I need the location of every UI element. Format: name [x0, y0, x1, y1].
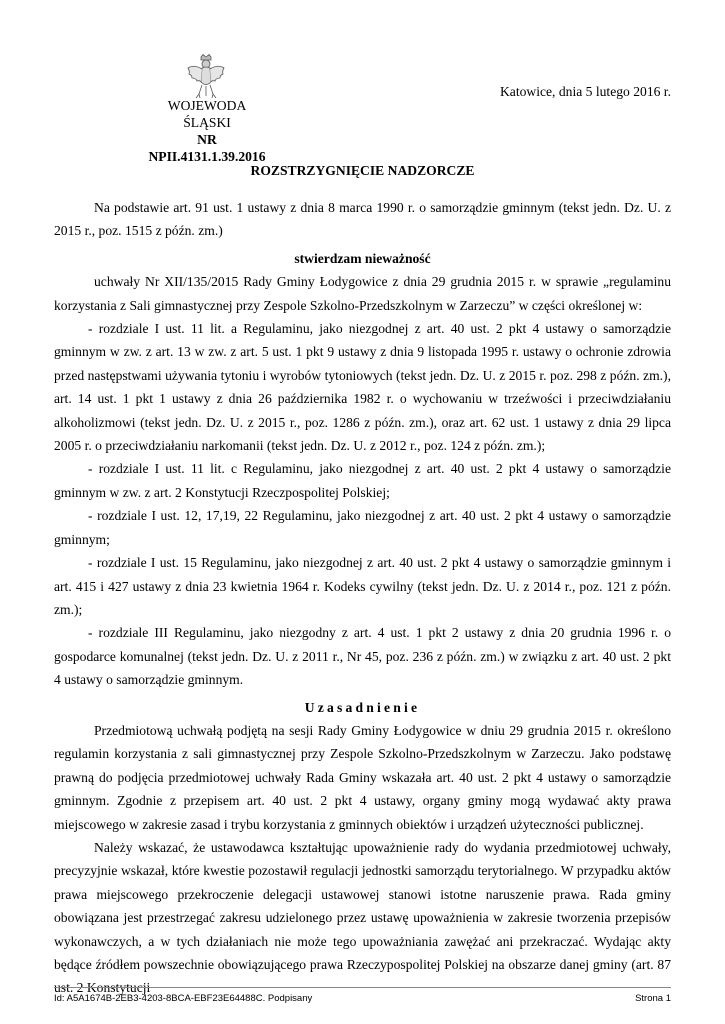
footer-document-id: Id: A5A1674B-2EB3-4203-8BCA-EBF23E64488C. Podpisany: [54, 993, 313, 1004]
justification-paragraph: Należy wskazać, że ustawodawca kształtując upoważnienie rady do wydania przedmiotowej uchwały, precyzyjnie wskazał, które kwestie pozostawił regulacji jednostki samorządu terytorialnego. W przypadku aktów prawa miejscowego przekroczenie delegacji ustawowej stanowi istotne naruszenie prawa. Rada gminy obowiązana jest przestrzegać zakresu udzielonego przez ustawę upoważnienia w zakresie tworzenia przepisów wykonawczych, a w tych działaniach nie może tego upoważniania zawężać ani przekraczać. Wydając akty będące źródłem powszechnie obowiązującego prawa Rzeczypospolitej Polskiej na obszarze danej gminy (art. 87 ust. 2 Konstytucji: [54, 839, 671, 996]
decision-item: - rozdziale I ust. 15 Regulaminu, jako niezgodnej z art. 40 ust. 2 pkt 4 ustawy o samorządzie gminnym i art. 415 i 427 ustawy z dnia 23 kwietnia 1964 r. Kodeks cywilny (tekst jedn. Dz. U. z 2014 r., poz. 121 z późn. zm.);: [54, 555, 671, 617]
legal-basis-paragraph: Na podstawie art. 91 ust. 1 ustawy z dnia 8 marca 1990 r. o samorządzie gminnym (tekst jedn. Dz. U. z 2015 r., poz. 1515 z późn. zm.): [54, 200, 671, 239]
authority-name: WOJEWODA ŚLĄSKI: [167, 98, 247, 130]
decision-item: - rozdziale I ust. 11 lit. a Regulaminu, jako niezgodnej z art. 40 ust. 2 pkt 4 ustawy o samorządzie gminnym w zw. z art. 13 w zw. z art. 5 ust. 1 pkt 9 ustawy z dnia 9 listopada 1995 r. ustawy o ochronie zdrowia przed następstwami używania tytoniu i wyrobów tytoniowych (tekst jedn. Dz. U. z 2015 r. poz. 298 z późn. zm.), art. 14 ust. 1 pkt 1 ustawy z dnia 26 października 1982 r. o wychowaniu w trzeźwości i przeciwdziałaniu alkoholizmowi (tekst jedn. Dz. U. z 2015 r., poz. 1286 z późn. zm.), oraz art. 62 ust. 1 ustawy z dnia 29 lipca 2005 r. o przeciwdziałaniu narkomanii (tekst jedn. Dz. U. z 2012 r., poz. 124 z późn. zm.);: [54, 321, 671, 454]
decision-item: - rozdziale I ust. 12, 17,19, 22 Regulaminu, jako niezgodnej z art. 40 ust. 2 pkt 4 ustawy o samorządzie gminnym;: [54, 508, 671, 547]
justification-paragraph: Przedmiotową uchwałą podjętą na sesji Rady Gminy Łodygowice w dniu 29 grudnia 2015 r. określono regulamin korzystania z sali gimnastycznej przy Zespole Szkolno-Przedszkolnym w Zarzeczu. Jako podstawę prawną do podjęcia przedmiotowej uchwały Rada Gminy wskazała art. 40 ust. 2 pkt 4 ustawy o samorządzie gminnym. Zgodnie z przepisem art. 40 ust. 2 pkt 4 ustawy, organy gminy mogą wydawać akty prawa miejscowego w zakresie zasad i trybu korzystania z gminnych obiektów i urządzeń użyteczności publicznej.: [54, 722, 671, 832]
document-body: [54, 196, 671, 1000]
document-date: Katowice, dnia 5 lutego 2016 r.: [499, 84, 671, 99]
footer-divider: [54, 987, 671, 988]
decision-heading: stwierdzam nieważność: [294, 250, 431, 266]
polish-eagle-emblem-icon: [186, 54, 226, 100]
document-title: ROZSTRZYGNIĘCIE NADZORCZE: [250, 163, 475, 178]
justification-heading: Uzasadnienie: [304, 699, 421, 715]
issuing-authority: [146, 97, 268, 165]
decision-item: - rozdziale III Regulaminu, jako niezgodny z art. 4 ust. 1 pkt 2 ustawy z dnia 20 grudnia 1996 r. o gospodarce komunalnej (tekst jedn. Dz. U. z 2011 r., Nr 45, poz. 236 z późn. zm.) w związku z art. 40 ust. 2 pkt 4 ustawy o samorządzie gminnym.: [54, 625, 671, 688]
decision-paragraph: uchwały Nr XII/135/2015 Rady Gminy Łodygowice z dnia 29 grudnia 2015 r. w sprawie „regulaminu korzystania z Sali gimnastycznej przy Zespole Szkolno-Przedszkolnym w Zarzeczu” w części określonej w:: [54, 274, 671, 313]
decision-item: - rozdziale I ust. 11 lit. c Regulaminu, jako niezgodnej z art. 40 ust. 2 pkt 4 ustawy o samorządzie gminnym w zw. z art. 2 Konstytucji Rzeczpospolitej Polskiej;: [54, 461, 671, 500]
document-number: NR NPII.4131.1.39.2016: [148, 132, 266, 164]
footer-page-number: Strona 1: [635, 993, 671, 1004]
